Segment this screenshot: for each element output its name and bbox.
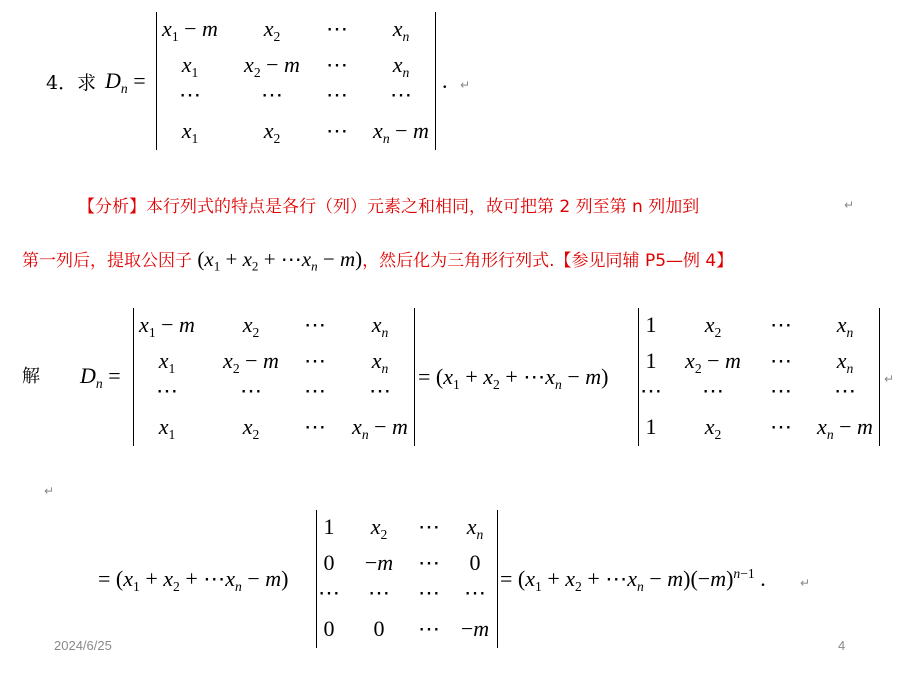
det-cell: $x_n - m$ [373, 118, 429, 146]
problem-determinant [156, 12, 436, 150]
analysis-line-1 [78, 192, 699, 217]
det-cell: 1 [323, 514, 335, 539]
analysis-line-2 [22, 246, 733, 272]
det-cell: $x_2$ [242, 414, 260, 442]
det-cell: $x_2$ [704, 414, 722, 442]
det-cell: ⋯ [369, 378, 391, 403]
det-cell: ⋯ [326, 52, 348, 77]
equals-common-factor: = ($x_1 + x_2$ + $\cdots x_n - m$) [418, 364, 609, 392]
det-cell: $x_n$ [392, 16, 410, 44]
det-cell: ⋯ [418, 550, 440, 575]
analysis-line-2-after: ，然后化为三角形行列式.【参见同辅 P5—例 4】 [362, 251, 734, 271]
det-cell: ⋯ [640, 378, 662, 403]
det-cell: ⋯ [304, 378, 326, 403]
det-cell: $x_1$ [181, 52, 199, 80]
det-cell: $x_n$ [466, 514, 484, 542]
analysis-line-1-text: 【分析】本行列式的特点是各行（列）元素之和相同，故可把第 2 列至第 n 列加到 [78, 197, 700, 217]
det-cell: $x_2$ [370, 514, 388, 542]
det-cell: $x_1$ [181, 118, 199, 146]
return-mark: ↵ [884, 372, 895, 386]
det-cell: $x_1$ [158, 348, 176, 376]
det-cell: $x_n$ [836, 348, 854, 376]
det-cell: $x_n$ [371, 348, 389, 376]
det-cell: $x_2 - m$ [244, 52, 300, 80]
problem-label [46, 68, 96, 95]
common-factor-expression: ($x_1 + x_2$ + $\cdots x_n - m$) [197, 247, 363, 274]
det-cell: ⋯ [304, 414, 326, 439]
return-mark: ↵ [44, 484, 55, 498]
det-cell: 0 [373, 616, 385, 641]
det-cell: ⋯ [326, 118, 348, 143]
det-cell: $x_n$ [371, 312, 389, 340]
det-cell: ⋯ [304, 312, 326, 337]
det-cell: ⋯ [770, 312, 792, 337]
det-cell: ⋯ [318, 580, 340, 605]
det-cell: ⋯ [304, 348, 326, 373]
det-cell: 1 [645, 312, 657, 337]
solution-determinant-2 [638, 308, 880, 446]
det-cell: ⋯ [770, 414, 792, 439]
det-cell: $x_1 - m$ [139, 312, 195, 340]
det-cell: ⋯ [702, 378, 724, 403]
solution-label [22, 362, 40, 388]
det-cell: 1 [645, 414, 657, 439]
problem-label-text: 4．求 [46, 72, 97, 94]
det-cell: 0 [469, 550, 481, 575]
solution-dn-lhs: $D_n$ = [80, 363, 121, 391]
det-cell: ⋯ [156, 378, 178, 403]
det-cell: ⋯ [368, 580, 390, 605]
det-cell: $x_n$ [836, 312, 854, 340]
det-cell: $x_n - m$ [817, 414, 873, 442]
det-cell: 0 [323, 550, 335, 575]
det-cell: ⋯ [834, 378, 856, 403]
det-cell: ⋯ [464, 580, 486, 605]
equals-common-factor-2: = ($x_1 + x_2$ + $\cdots x_n - m$) [98, 566, 289, 594]
det-cell: $x_2 - m$ [685, 348, 741, 376]
det-cell: $x_2$ [242, 312, 260, 340]
det-cell: ⋯ [326, 16, 348, 41]
det-cell: ⋯ [418, 616, 440, 641]
det-cell: ⋯ [770, 378, 792, 403]
final-result: = ($x_1 + x_2$ + $\cdots x_n - m)(-m)^{n-1}$ . [500, 565, 766, 594]
det-cell: $x_2 - m$ [223, 348, 279, 376]
analysis-line-2-before: 第一列后，提取公因子 [22, 251, 192, 271]
det-cell: −m [364, 550, 394, 575]
solution-label-text: 解 [22, 366, 40, 387]
problem-period-text: . [442, 68, 448, 93]
det-cell: ⋯ [390, 82, 412, 107]
det-cell: ⋯ [240, 378, 262, 403]
problem-period [442, 68, 448, 94]
slide-date: 2024/6/25 [54, 638, 112, 653]
return-mark: ↵ [844, 198, 855, 212]
solution-determinant-3 [316, 510, 498, 648]
det-cell: ⋯ [770, 348, 792, 373]
det-cell: ⋯ [326, 82, 348, 107]
det-cell: 0 [323, 616, 335, 641]
det-cell: 1 [645, 348, 657, 373]
det-cell: $x_1$ [158, 414, 176, 442]
det-cell: $x_2$ [263, 118, 281, 146]
return-mark: ↵ [460, 78, 471, 92]
det-cell: $x_2$ [704, 312, 722, 340]
det-cell: ⋯ [261, 82, 283, 107]
return-mark: ↵ [800, 576, 811, 590]
det-cell: ⋯ [418, 580, 440, 605]
det-cell: $x_n$ [392, 52, 410, 80]
det-cell: $x_2$ [263, 16, 281, 44]
det-cell: −m [460, 616, 490, 641]
solution-determinant-1 [133, 308, 415, 446]
problem-dn-lhs: $D_n$ = [105, 68, 146, 96]
det-cell: ⋯ [418, 514, 440, 539]
det-cell: $x_1 - m$ [162, 16, 218, 44]
det-cell: ⋯ [179, 82, 201, 107]
det-cell: $x_n - m$ [352, 414, 408, 442]
slide-page-number: 4 [838, 638, 846, 653]
